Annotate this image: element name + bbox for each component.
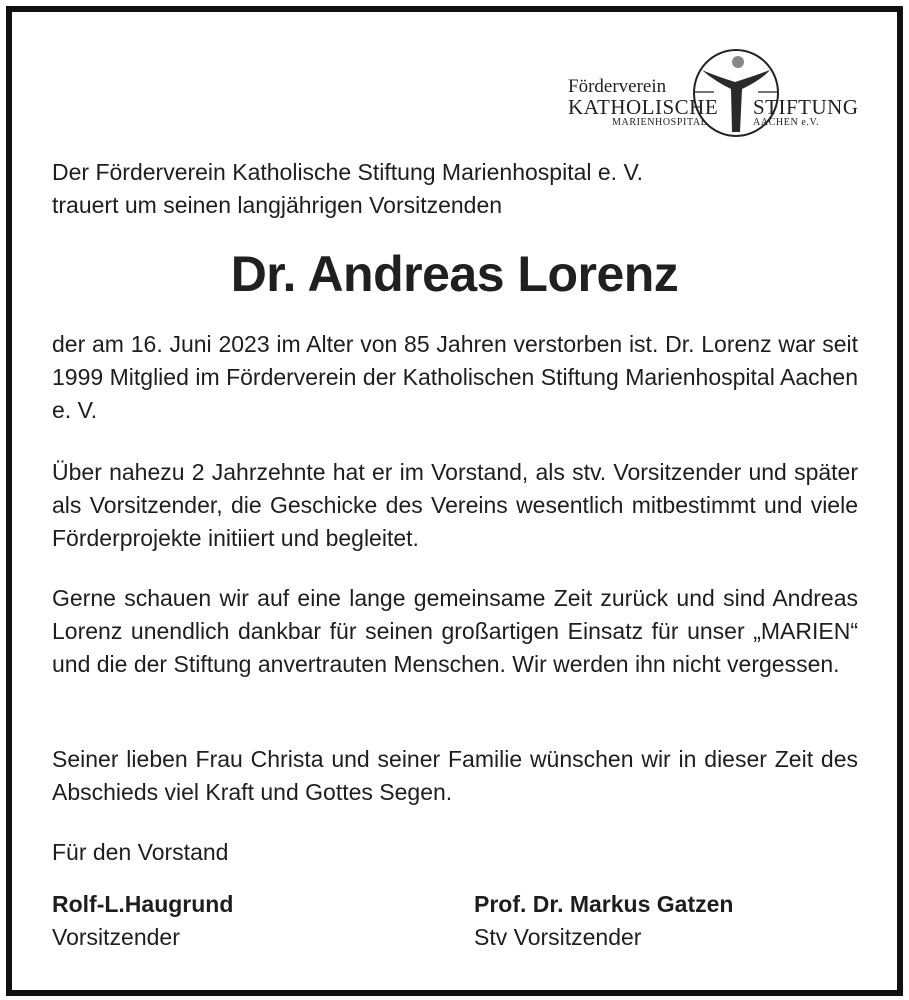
foundation-logo xyxy=(556,46,868,146)
logo-subtitle-right: AACHEN e.V. xyxy=(753,117,820,128)
tenure-paragraph: Über nahezu 2 Jahrzehnte hat er im Vorstand, als stv. Vorsitzender und später als Vorsitzender, die Geschicke des Vereins wesentlich mitbestimmt und viele Förderprojekte initiiert und begleitet. xyxy=(52,459,858,551)
signature-right xyxy=(474,888,733,954)
signature-left xyxy=(52,888,233,954)
signatory-name: Prof. Dr. Markus Gatzen xyxy=(474,891,734,917)
death-paragraph: der am 16. Juni 2023 im Alter von 85 Jahren verstorben ist. Dr. Lorenz war seit 1999 Mitglied im Förderverein der Katholischen Stiftung Marienhospital Aachen e. V. xyxy=(52,331,858,423)
logo-top-text: Förderverein xyxy=(568,76,667,97)
intro-text xyxy=(52,156,858,222)
gratitude-paragraph: Gerne schauen wir auf eine lange gemeinsame Zeit zurück und sind Andreas Lorenz unendlich dankbar für seinen großartigen Einsatz für unser „MARIEN“ und die der Stiftung anvertrauten Menschen. Wir werden ihn nicht vergessen. xyxy=(52,585,858,677)
signatory-role: Vorsitzender xyxy=(52,924,180,950)
intro-line-1: Der Förderverein Katholische Stiftung Marienhospital e. V. xyxy=(52,159,644,185)
logo-left-word: KATHOLISCHE xyxy=(568,95,719,119)
condolence-paragraph: Seiner lieben Frau Christa und seiner Familie wünschen wir in dieser Zeit des Abschieds viel Kraft und Gottes Segen. xyxy=(52,746,858,805)
intro-line-2: trauert um seinen langjährigen Vorsitzenden xyxy=(52,192,503,218)
logo-right-word: STIFTUNG xyxy=(753,95,859,119)
board-line: Für den Vorstand xyxy=(52,839,229,865)
signatory-name: Rolf-L.Haugrund xyxy=(52,891,234,917)
deceased-name: Dr. Andreas Lorenz xyxy=(230,246,679,302)
signatory-role: Stv Vorsitzender xyxy=(474,924,642,950)
logo-subtitle-left: MARIENHOSPITAL xyxy=(612,117,708,128)
